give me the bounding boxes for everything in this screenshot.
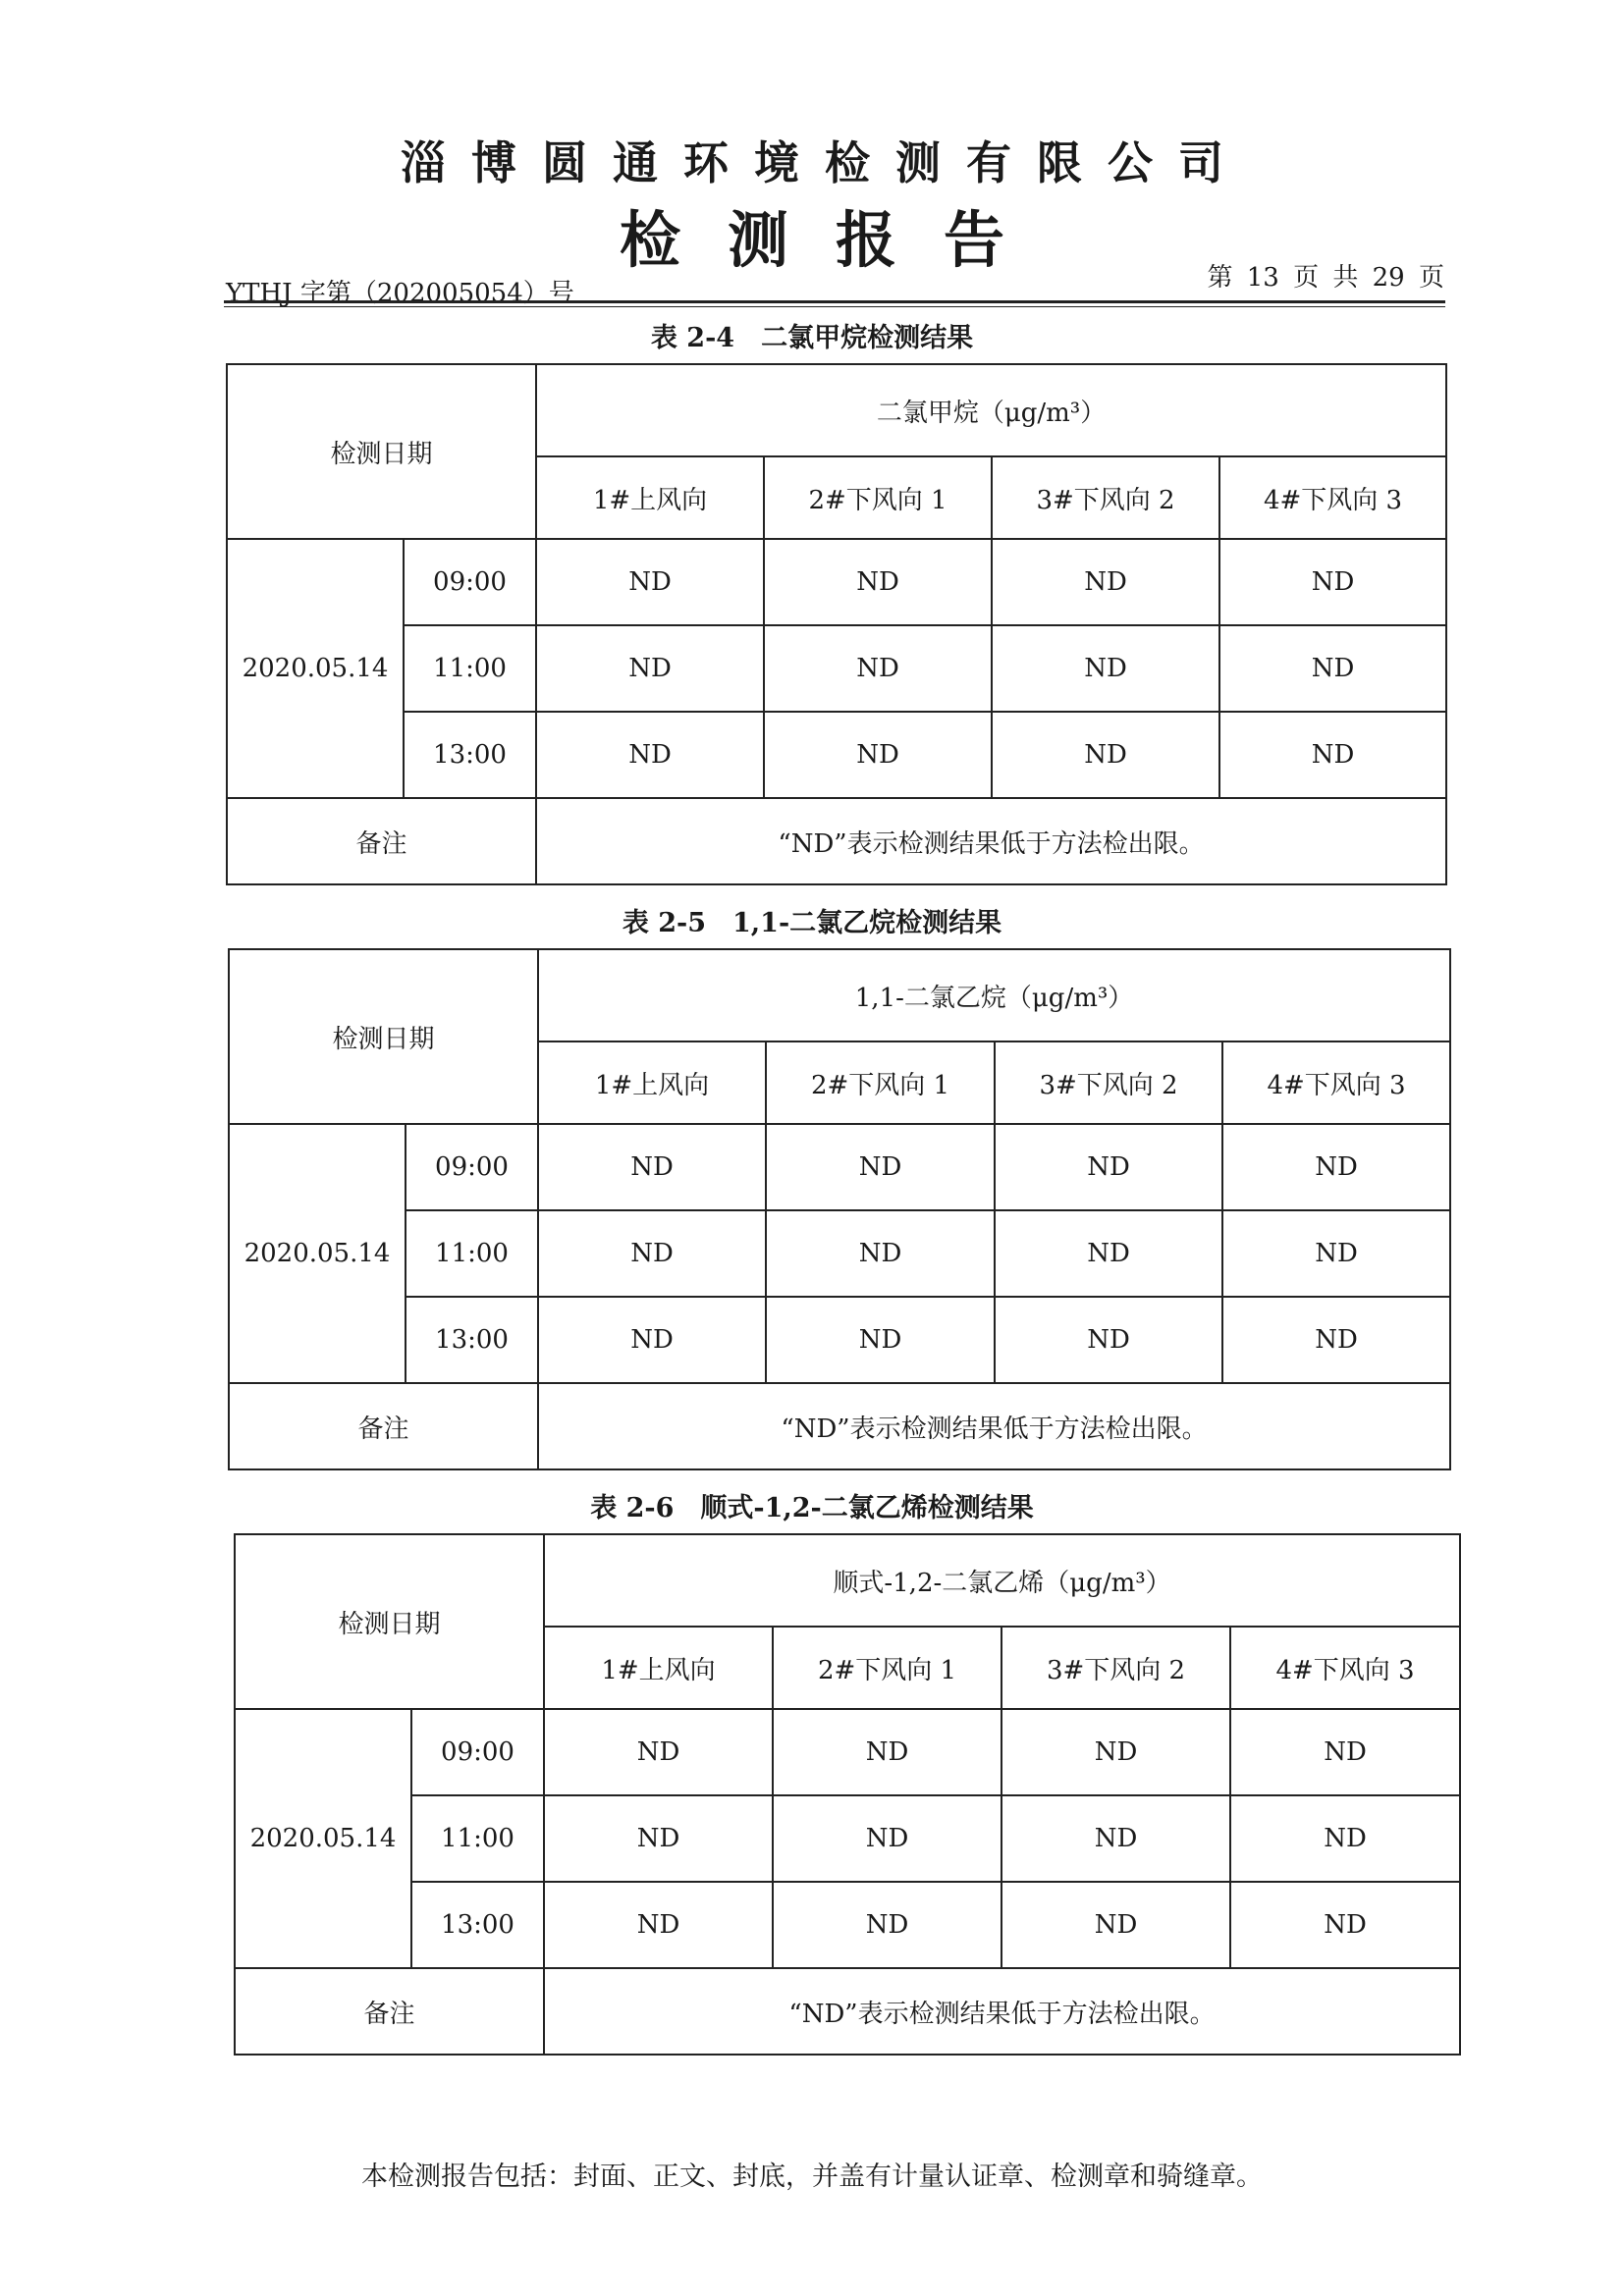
- value-cell: ND: [538, 1124, 766, 1210]
- value-cell: ND: [1001, 1709, 1230, 1795]
- value-cell: ND: [1230, 1882, 1460, 1968]
- time-cell: 09:00: [404, 539, 536, 625]
- table-caption: 表 2-6 顺式-1,2-二氯乙烯检测结果: [590, 1493, 1034, 1523]
- value-cell: ND: [764, 539, 992, 625]
- value-cell: ND: [992, 712, 1219, 798]
- company-name: 淄博圆通环境检测有限公司: [401, 136, 1249, 189]
- date-header: 检测日期: [227, 364, 536, 539]
- value-cell: ND: [995, 1124, 1222, 1210]
- table-row: [229, 1210, 1450, 1297]
- date-cell: 2020.05.14: [229, 1124, 406, 1383]
- remark-label: 备注: [227, 798, 536, 884]
- time-cell: 11:00: [404, 625, 536, 712]
- page-number: 第 13 页 共 29 页: [1207, 263, 1444, 293]
- value-cell: ND: [1219, 712, 1446, 798]
- parameter-header: 二氯甲烷（μg/m³）: [536, 364, 1446, 456]
- value-cell: ND: [544, 1882, 773, 1968]
- result-table-dichloromethane: [226, 363, 1447, 885]
- value-cell: ND: [1001, 1795, 1230, 1882]
- value-cell: ND: [538, 1297, 766, 1383]
- value-cell: ND: [536, 539, 764, 625]
- value-cell: ND: [1219, 539, 1446, 625]
- value-cell: ND: [992, 625, 1219, 712]
- remark-text: “ND”表示检测结果低于方法检出限。: [544, 1968, 1460, 2055]
- value-cell: ND: [1001, 1882, 1230, 1968]
- value-cell: ND: [1230, 1709, 1460, 1795]
- time-cell: 09:00: [411, 1709, 544, 1795]
- point-header: 3#下风向 2: [995, 1041, 1222, 1124]
- value-cell: ND: [544, 1709, 773, 1795]
- remark-text: “ND”表示检测结果低于方法检出限。: [538, 1383, 1450, 1469]
- parameter-header: 1,1-二氯乙烷（μg/m³）: [538, 949, 1450, 1041]
- header-rule: [224, 300, 1445, 307]
- value-cell: ND: [1219, 625, 1446, 712]
- value-cell: ND: [995, 1210, 1222, 1297]
- time-cell: 11:00: [411, 1795, 544, 1882]
- value-cell: ND: [773, 1795, 1001, 1882]
- point-header: 1#上风向: [544, 1627, 773, 1709]
- value-cell: ND: [766, 1210, 995, 1297]
- value-cell: ND: [1230, 1795, 1460, 1882]
- value-cell: ND: [1222, 1124, 1450, 1210]
- table-row: [227, 712, 1446, 798]
- table-caption: 表 2-5 1,1-二氯乙烷检测结果: [622, 908, 1002, 938]
- table-row: [229, 1124, 1450, 1210]
- point-header: 2#下风向 1: [766, 1041, 995, 1124]
- point-header: 3#下风向 2: [1001, 1627, 1230, 1709]
- report-title: 检测报告: [619, 204, 1052, 276]
- value-cell: ND: [992, 539, 1219, 625]
- value-cell: ND: [544, 1795, 773, 1882]
- document-number: YTHJ 字第（202005054）号: [226, 279, 574, 308]
- time-cell: 13:00: [406, 1297, 538, 1383]
- time-cell: 13:00: [404, 712, 536, 798]
- point-header: 1#上风向: [538, 1041, 766, 1124]
- remark-text: “ND”表示检测结果低于方法检出限。: [536, 798, 1446, 884]
- point-header: 1#上风向: [536, 456, 764, 539]
- table-row: [235, 1882, 1460, 1968]
- parameter-header: 顺式-1,2-二氯乙烯（μg/m³）: [544, 1534, 1460, 1627]
- value-cell: ND: [773, 1709, 1001, 1795]
- value-cell: ND: [995, 1297, 1222, 1383]
- value-cell: ND: [773, 1882, 1001, 1968]
- value-cell: ND: [764, 625, 992, 712]
- date-cell: 2020.05.14: [235, 1709, 411, 1968]
- point-header: 2#下风向 1: [764, 456, 992, 539]
- value-cell: ND: [1222, 1210, 1450, 1297]
- point-header: 4#下风向 3: [1230, 1627, 1460, 1709]
- value-cell: ND: [766, 1124, 995, 1210]
- time-cell: 11:00: [406, 1210, 538, 1297]
- value-cell: ND: [536, 712, 764, 798]
- table-row: [235, 1795, 1460, 1882]
- point-header: 4#下风向 3: [1219, 456, 1446, 539]
- result-table-dichloroethane: [228, 948, 1451, 1470]
- table-row: [235, 1709, 1460, 1795]
- value-cell: ND: [536, 625, 764, 712]
- value-cell: ND: [766, 1297, 995, 1383]
- point-header: 4#下风向 3: [1222, 1041, 1450, 1124]
- date-header: 检测日期: [235, 1534, 544, 1709]
- time-cell: 09:00: [406, 1124, 538, 1210]
- table-row: [229, 1297, 1450, 1383]
- footer-note: 本检测报告包括：封面、正文、封底，并盖有计量认证章、检测章和骑缝章。: [361, 2162, 1263, 2192]
- table-row: [227, 625, 1446, 712]
- table-caption: 表 2-4 二氯甲烷检测结果: [650, 323, 974, 353]
- value-cell: ND: [1222, 1297, 1450, 1383]
- value-cell: ND: [538, 1210, 766, 1297]
- point-header: 3#下风向 2: [992, 456, 1219, 539]
- date-cell: 2020.05.14: [227, 539, 404, 798]
- table-row: [227, 539, 1446, 625]
- date-header: 检测日期: [229, 949, 538, 1124]
- point-header: 2#下风向 1: [773, 1627, 1001, 1709]
- value-cell: ND: [764, 712, 992, 798]
- time-cell: 13:00: [411, 1882, 544, 1968]
- result-table-cis-dichloroethene: [234, 1533, 1461, 2056]
- remark-label: 备注: [235, 1968, 544, 2055]
- remark-label: 备注: [229, 1383, 538, 1469]
